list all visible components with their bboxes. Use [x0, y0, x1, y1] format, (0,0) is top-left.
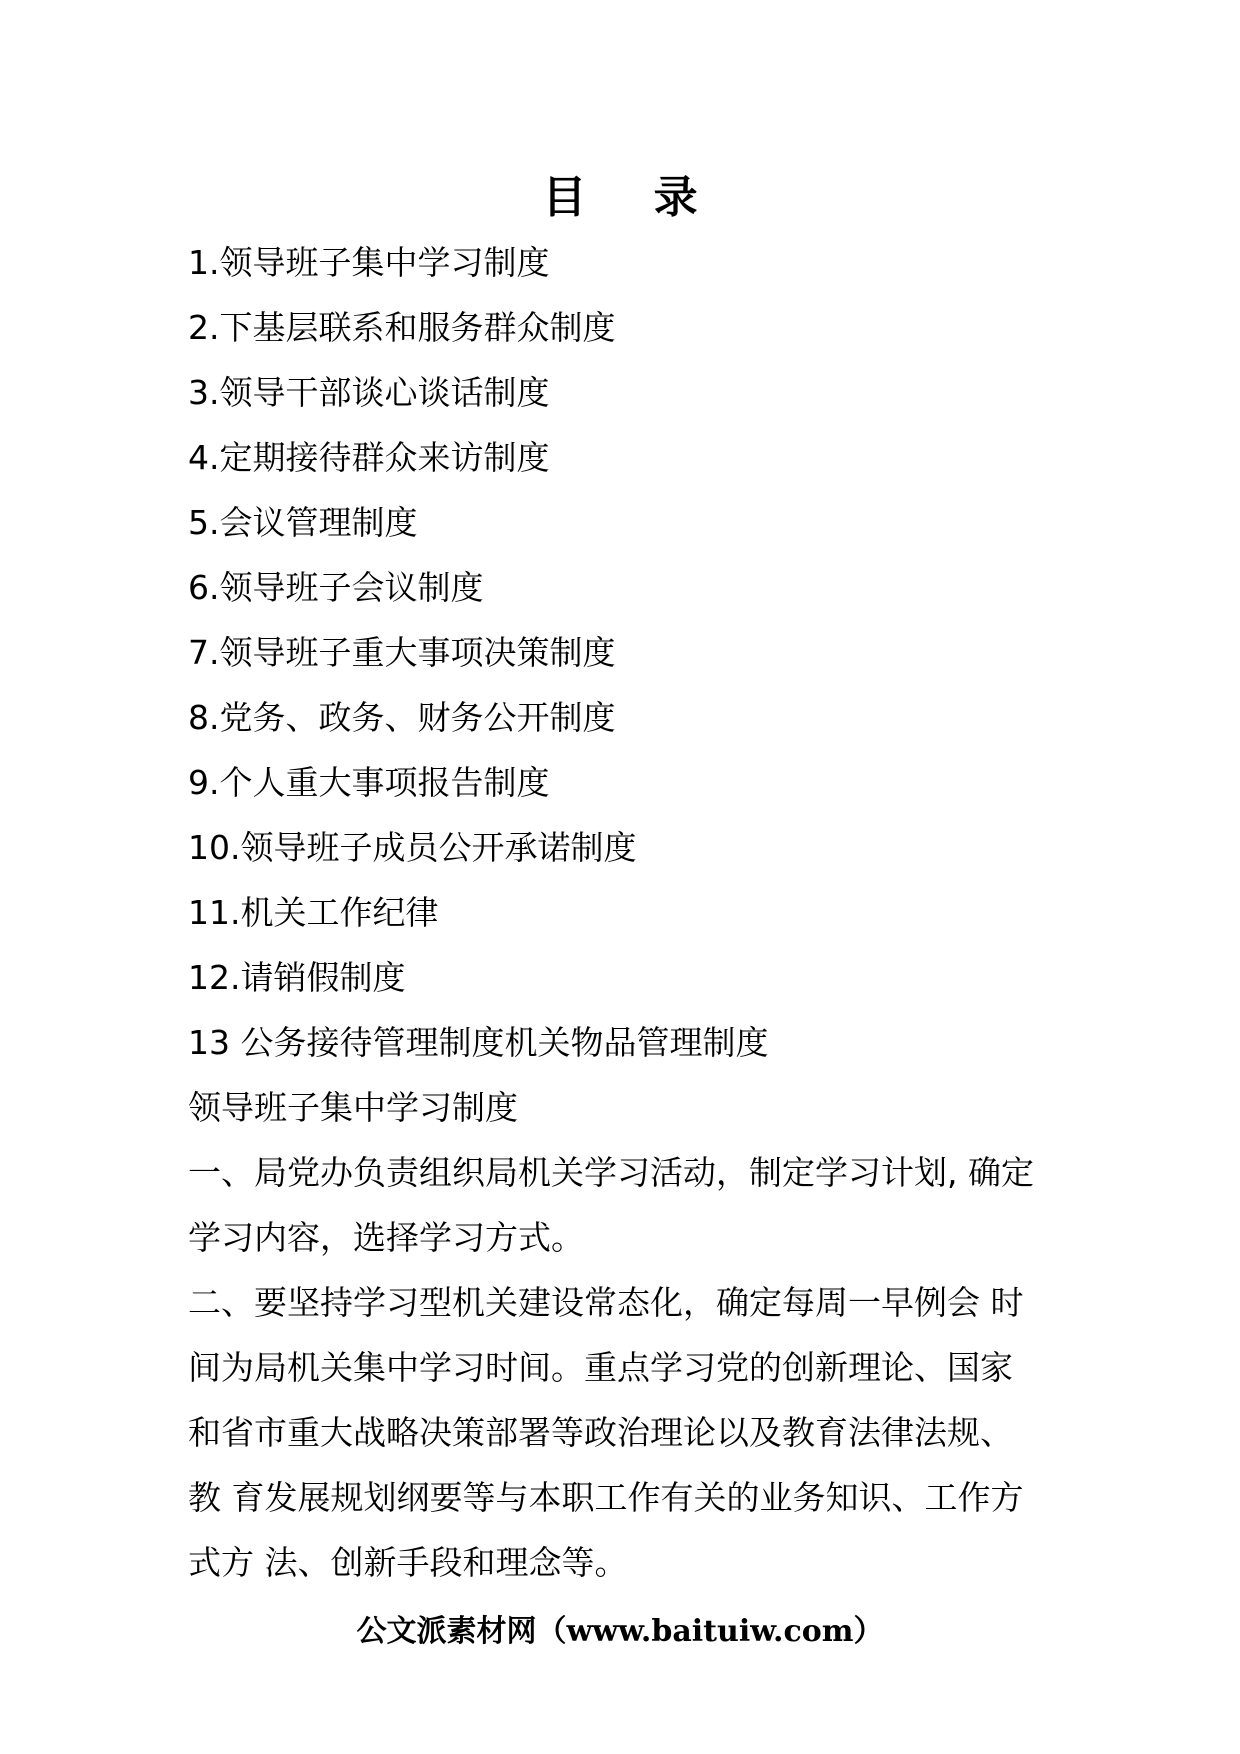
paragraph-line: 和省市重大战略决策部署等政治理论以及教育法律法规、 [188, 1413, 1013, 1452]
page-title: 目 录 [542, 172, 724, 223]
toc-item: 12.请销假制度 [188, 958, 406, 997]
table-of-contents [188, 230, 1068, 1075]
paragraph-line: 式方 法、创新手段和理念等。 [188, 1543, 628, 1582]
toc-item: 7.领导班子重大事项决策制度 [188, 633, 616, 672]
toc-item: 5.会议管理制度 [188, 503, 418, 542]
toc-item: 6.领导班子会议制度 [188, 568, 484, 607]
footer-watermark: 公文派素材网（www.baituiw.com） [356, 1614, 884, 1649]
toc-item: 13 公务接待管理制度机关物品管理制度 [188, 1023, 769, 1062]
toc-item: 3.领导干部谈心谈话制度 [188, 373, 550, 412]
paragraph-line: 间为局机关集中学习时间。重点学习党的创新理论、国家 [188, 1348, 1013, 1387]
paragraph-line: 学习内容，选择学习方式。 [188, 1218, 584, 1257]
toc-item: 8.党务、政务、财务公开制度 [188, 698, 616, 737]
toc-item: 11.机关工作纪律 [188, 893, 439, 932]
paragraph-line: 一、局党办负责组织局机关学习活动，制定学习计划, 确定 [188, 1153, 1034, 1192]
toc-item: 9.个人重大事项报告制度 [188, 763, 550, 802]
toc-item: 1.领导班子集中学习制度 [188, 243, 550, 282]
paragraph [188, 1140, 1068, 1270]
paragraph [188, 1270, 1068, 1595]
toc-item: 2.下基层联系和服务群众制度 [188, 308, 616, 347]
document-body [188, 230, 1068, 1595]
paragraph-line: 教 育发展规划纲要等与本职工作有关的业务知识、工作方 [188, 1478, 1024, 1517]
section-heading: 领导班子集中学习制度 [188, 1088, 518, 1127]
paragraph-line: 二、要坚持学习型机关建设常态化，确定每周一早例会 时 [188, 1283, 1024, 1322]
toc-item: 10.领导班子成员公开承诺制度 [188, 828, 637, 867]
toc-item: 4.定期接待群众来访制度 [188, 438, 550, 477]
